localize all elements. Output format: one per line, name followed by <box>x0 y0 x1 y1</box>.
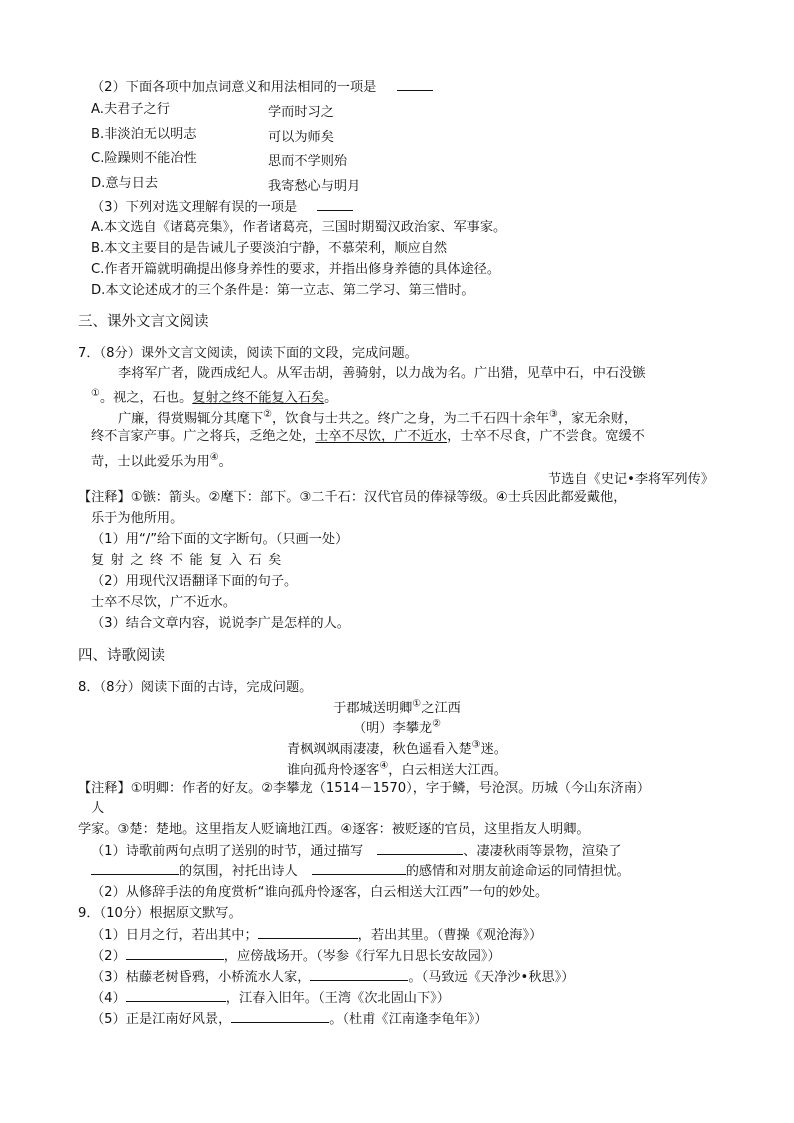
q7-notes-line-1: 【注释】①镞：箭头。②麾下：部下。③二千石：汉代官员的俸禄等级。④士兵因此都爱戴他， <box>78 490 627 505</box>
q7-sub1: （1）用“/”给下面的文字断句。（只画一处） <box>91 532 349 547</box>
q2-answer-blank[interactable] <box>397 78 433 91</box>
poem-line-1 <box>0 738 794 757</box>
poem-title-text: 之江西 <box>421 701 461 716</box>
q2-option-d-right: 我寄愁心与明月 <box>268 179 361 194</box>
underlined-sentence-1: 复射之终不能复入石矣 <box>192 390 325 406</box>
passage-text: ，家无余财， <box>557 411 638 427</box>
q3-option-a: A.本文选自《诸葛亮集》，作者诸葛亮，三国时期蜀汉政治家、军事家。 <box>91 220 507 235</box>
q7-passage-line-1: 李将军广者，陇西成纪人。从军击胡，善骑射，以力战为名。广出猎，见草中石，中石没镞 <box>118 366 646 381</box>
note-marker: ③ <box>548 409 558 420</box>
q9-item-2 <box>91 947 501 966</box>
q3-option-d: D.本文论述成才的三个条件是：第一立志、第二学习、第三惜时。 <box>91 283 475 298</box>
q2-stem: （2）下面各项中加点词意义和用法相同的一项是 <box>91 80 377 95</box>
question-text: （5）正是江南好风景， <box>91 1012 232 1027</box>
note-marker: ② <box>432 718 442 730</box>
q7-sub2-text: 士卒不尽饮，广不近水。 <box>91 595 237 610</box>
q3-stem: （3）下列对选文理解有误的一项是 <box>91 200 298 215</box>
q7-passage-line-4 <box>91 428 645 446</box>
q8-sub1-line-2 <box>91 862 630 881</box>
question-text: 的氛围，衬托出诗人 <box>179 864 298 879</box>
poem-line-2 <box>0 759 794 778</box>
q8-sub1-line-1 <box>91 842 621 861</box>
underlined-sentence-2: 士卒不尽饮，广不近水 <box>315 429 448 444</box>
q3-answer-blank[interactable] <box>317 198 353 211</box>
q9-blank-5[interactable] <box>231 1010 329 1023</box>
section-4-heading: 四、诗歌阅读 <box>78 648 165 664</box>
note-marker: ① <box>91 388 100 399</box>
q8-notes-line-2: 人 <box>91 801 105 816</box>
passage-text: 广廉，得赏赐辄分其麾下 <box>118 411 264 427</box>
q9-blank-1[interactable] <box>258 926 358 939</box>
note-marker: ④ <box>209 452 219 463</box>
poem-title <box>0 697 794 716</box>
question-text: （3）枯藤老树昏鸦，小桥流水人家， <box>91 970 311 985</box>
q8-blank-1[interactable] <box>377 842 463 855</box>
passage-text: 。视之，石也。 <box>99 390 193 406</box>
question-text: 的感情和对朋友前途命运的同情担忧。 <box>405 864 630 879</box>
q8-notes-line-3: 学家。③楚：楚地。这里指友人贬谪地江西。④逐客：被贬逐的官员，这里指友人明卿。 <box>78 822 590 837</box>
question-text: （4） <box>91 991 126 1006</box>
q7-sub1-text: 复射之终不能复入石矣 <box>91 553 288 568</box>
note-marker: ① <box>412 698 422 710</box>
q2-option-a-right: 学而时习之 <box>268 105 334 120</box>
q3-stem-line <box>91 198 353 217</box>
question-text: 、凄凄秋雨等景物，渲染了 <box>463 844 622 859</box>
question-text: 。（杜甫《江南逢李龟年》） <box>329 1012 488 1027</box>
q8-notes-line-1: 【注释】①明卿：作者的好友。②李攀龙（1514－1570），字于鳞，号沧溟。历城（今山东济南） <box>78 781 651 796</box>
poem-text: 青枫飒飒雨凄凄，秋色遥看入楚 <box>287 742 472 757</box>
passage-text: 。 <box>324 390 338 406</box>
question-text: 。（马致远《天净沙•秋思》） <box>408 970 575 985</box>
q7-passage-line-5 <box>91 449 232 471</box>
question-text: ，若出其里。（曹操《观沧海》） <box>357 928 543 943</box>
q2-option-b-right: 可以为师矣 <box>268 130 334 145</box>
q9-item-1 <box>91 926 542 945</box>
q7-sub2: （2）用现代汉语翻译下面的句子。 <box>91 574 298 589</box>
q3-option-b: B.本文主要目的是告诫儿子要淡泊宁静，不慕荣利，顺应自然 <box>91 241 448 256</box>
q9-item-5 <box>91 1010 488 1029</box>
q8-blank-3[interactable] <box>312 862 406 875</box>
q7-source: 节选自《史记•李将军列传》 <box>547 472 714 487</box>
q7-sub3: （3）结合文章内容，说说李广是怎样的人。 <box>91 616 350 631</box>
passage-text: ，士卒不尽食，广不尝食。宽缓不 <box>447 429 645 444</box>
poem-text: 迷。 <box>480 742 507 757</box>
q2-option-d: D.意与日去 <box>91 176 159 191</box>
poem-author-text: （明）李攀龙 <box>352 721 433 736</box>
poem-author <box>0 717 794 736</box>
q9-blank-4[interactable] <box>126 989 226 1002</box>
passage-text: 终不言家产事。广之将兵，乏绝之处， <box>91 429 316 444</box>
q2-option-c: C.险躁则不能冶性 <box>91 151 197 166</box>
q7-passage-line-3 <box>118 406 637 428</box>
passage-text: ，饮食与士共之。终广之身，为二千石四十余年 <box>272 411 549 427</box>
q2-option-a: A.夫君子之行 <box>91 102 170 117</box>
section-3-heading: 三、课外文言文阅读 <box>78 314 209 330</box>
q7-notes-line-2: 乐于为他所用。 <box>91 511 184 526</box>
note-marker: ② <box>263 409 273 420</box>
q8-head: 8．（8分）阅读下面的古诗，完成问题。 <box>78 680 313 695</box>
question-text: ，江春入旧年。（王湾《次北固山下》） <box>225 991 450 1006</box>
q2-stem-line <box>91 78 433 97</box>
question-text: （1）日月之行，若出其中； <box>91 928 258 943</box>
q9-item-4 <box>91 989 450 1008</box>
question-text: ，应傍战场开。（岑参《行军九日思长安故园》） <box>223 949 501 964</box>
q9-head: 9．（10分）根据原文默写。 <box>78 906 242 921</box>
q8-sub2: （2）从修辞手法的角度赏析“谁向孤舟怜逐客，白云相送大江西”一句的妙处。 <box>91 885 549 900</box>
passage-text: 。 <box>218 454 232 470</box>
question-text: （2） <box>91 949 126 964</box>
note-marker: ③ <box>471 739 481 751</box>
note-marker: ④ <box>379 760 389 772</box>
q2-option-b: B.非淡泊无以明志 <box>91 127 197 142</box>
q7-passage-line-2 <box>91 385 337 407</box>
question-text: （1）诗歌前两句点明了送别的时节，通过描写 <box>91 844 364 859</box>
q9-blank-2[interactable] <box>126 947 224 960</box>
poem-title-text: 于郡城送明卿 <box>333 701 413 716</box>
poem-text: ，白云相送大江西。 <box>388 763 507 778</box>
poem-text: 谁向孤舟怜逐客 <box>287 763 380 778</box>
q3-option-c: C.作者开篇就明确提出修身养性的要求，并指出修身养德的具体途径。 <box>91 262 501 277</box>
passage-text: 苛，士以此爱乐为用 <box>91 454 210 470</box>
q7-head: 7．（8分）课外文言文阅读，阅读下面的文段，完成问题。 <box>78 346 418 361</box>
q2-option-c-right: 思而不学则殆 <box>268 154 348 169</box>
q9-blank-3[interactable] <box>310 968 408 981</box>
q9-item-3 <box>91 968 574 987</box>
q8-blank-2[interactable] <box>91 862 179 875</box>
